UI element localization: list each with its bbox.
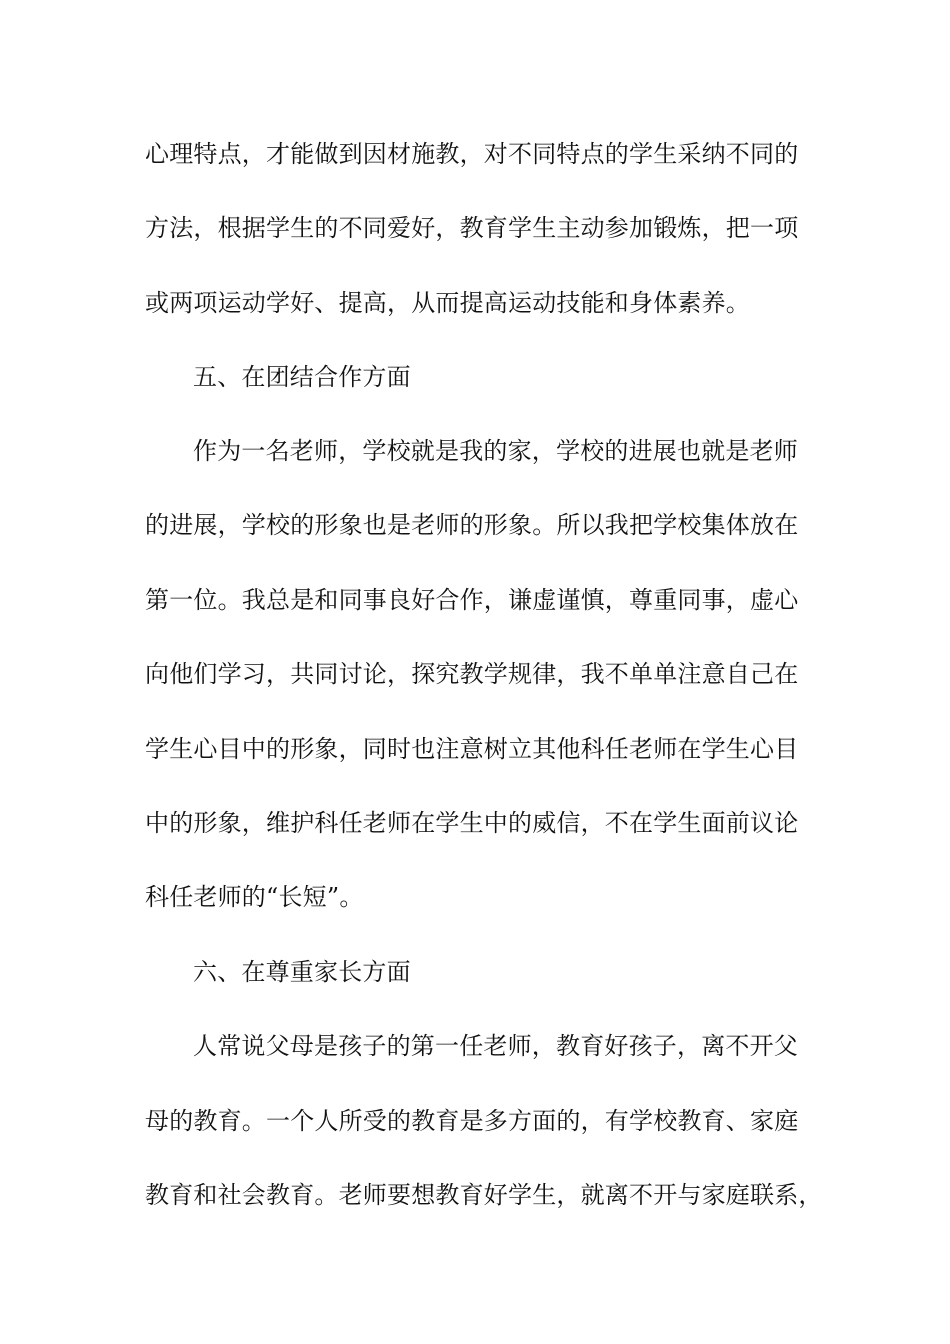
paragraph-line: 学生心目中的形象，同时也注意树立其他科任老师在学生心目 <box>145 735 799 763</box>
paragraph-line: 心理特点，才能做到因材施教，对不同特点的学生采纳不同的 <box>145 140 799 168</box>
paragraph-line: 作为一名老师，学校就是我的家，学校的进展也就是老师 <box>193 437 798 465</box>
paragraph-line: 方法，根据学生的不同爱好，教育学生主动参加锻炼，把一项 <box>145 214 799 242</box>
section-heading: 六、在尊重家长方面 <box>193 958 411 986</box>
paragraph-line: 科任老师的“长短”。 <box>145 883 364 911</box>
paragraph-line: 第一位。我总是和同事良好合作，谦虚谨慎，尊重同事，虚心 <box>145 586 799 614</box>
paragraph-line: 教育和社会教育。老师要想教育好学生，就离不开与家庭联系， <box>145 1181 823 1209</box>
paragraph-line: 人常说父母是孩子的第一任老师，教育好孩子，离不开父 <box>193 1032 798 1060</box>
paragraph-line: 向他们学习，共同讨论，探究教学规律，我不单单注意自己在 <box>145 660 799 688</box>
paragraph-line: 或两项运动学好、提高，从而提高运动技能和身体素养。 <box>145 289 750 317</box>
paragraph-line: 母的教育。一个人所受的教育是多方面的，有学校教育、家庭 <box>145 1107 799 1135</box>
paragraph-line: 中的形象，维护科任老师在学生中的威信，不在学生面前议论 <box>145 809 799 837</box>
section-heading: 五、在团结合作方面 <box>193 363 411 391</box>
paragraph-line: 的进展，学校的形象也是老师的形象。所以我把学校集体放在 <box>145 511 799 539</box>
